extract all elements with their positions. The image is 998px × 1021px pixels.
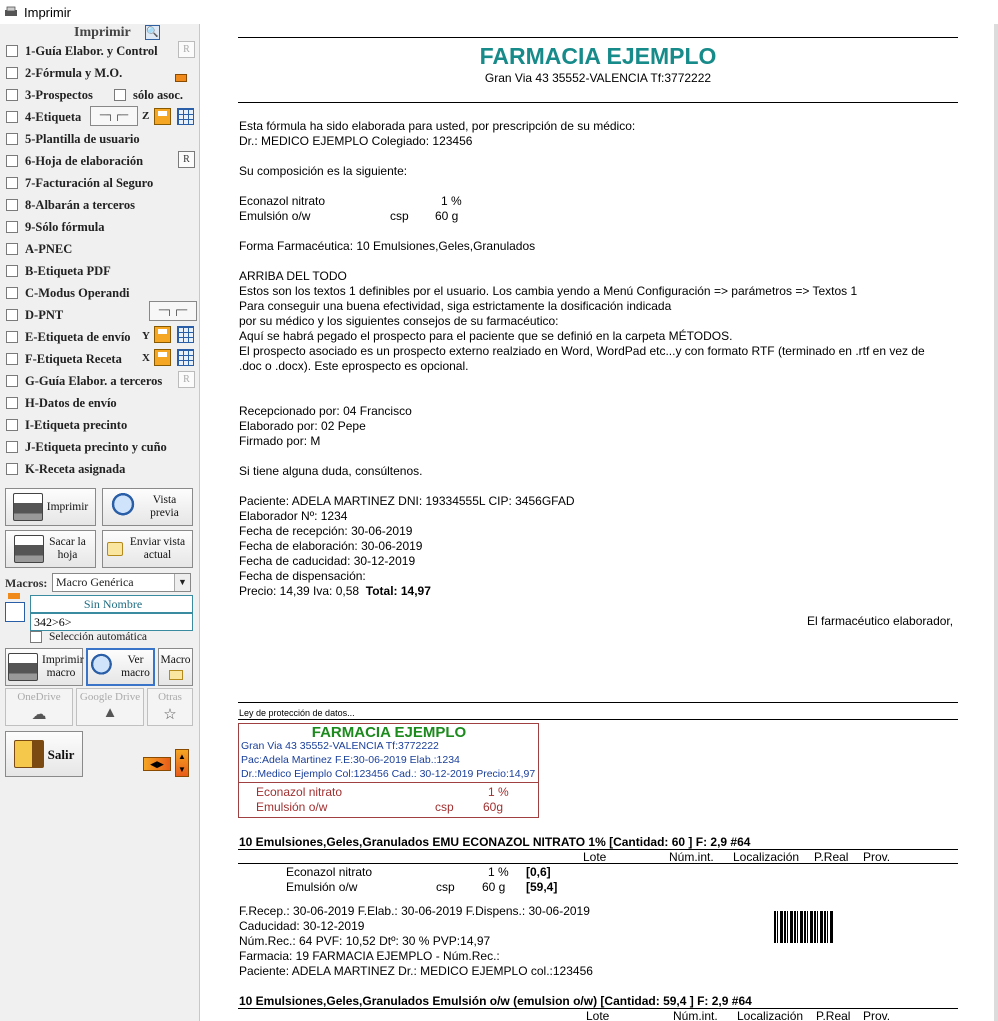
precio: Precio: 14,39 Iva: 0,58 (239, 584, 360, 598)
fecha-caducidad: Fecha de caducidad: 30-12-2019 (239, 554, 416, 568)
macros-select-value: Macro Genérica (56, 575, 134, 589)
checkbox[interactable] (6, 221, 18, 233)
option-8[interactable] (6, 195, 135, 215)
ingredient-2-name: Emulsión o/w (239, 209, 311, 223)
col-num-int: Núm.int. (669, 850, 714, 864)
ingredient-1-name: Econazol nitrato (239, 194, 326, 208)
option-label: F-Etiqueta Receta (25, 351, 122, 366)
button-label: Vista previa (150, 494, 179, 519)
col-preal: P.Real (814, 850, 849, 864)
option-label: G-Guía Elabor. a terceros (25, 373, 163, 388)
total: Total: 14,97 (365, 584, 431, 598)
checkbox[interactable] (6, 155, 18, 167)
firmado: Firmado por: M (239, 434, 321, 448)
option-label: B-Etiqueta PDF (25, 263, 111, 278)
user-text-line: ARRIBA DEL TODO (239, 269, 347, 283)
row-2-value: [59,4] (526, 880, 558, 894)
option-i[interactable] (6, 415, 127, 435)
option-label: 7-Facturación al Seguro (25, 175, 154, 190)
user-text-line: Para conseguir una buena efectividad, siga estrictamente la dosificación indicada (239, 299, 672, 313)
button-label: Enviar vista actual (129, 536, 186, 561)
user-text-line: .doc o .docx). Este eprospecto es opcional. (239, 359, 469, 373)
macro-button[interactable] (158, 648, 193, 686)
divider (238, 102, 958, 103)
divider (238, 702, 958, 703)
pharmacy-address: Gran Via 43 35552-VALENCIA Tf:3772222 (484, 71, 712, 85)
firma: El farmacéutico elaborador, (807, 614, 954, 628)
checkbox[interactable] (6, 287, 18, 299)
button-label: Ver macro (121, 654, 150, 679)
user-text-line: El prospecto asociado es un prospecto externo realziado en Word, WordPad etc...y con formato RTF (terminado en .rtf en vez de (239, 344, 925, 358)
option-label: 8-Albarán a terceros (25, 197, 135, 212)
elaborado: Elaborado por: 02 Pepe (239, 419, 366, 433)
checkbox[interactable] (6, 89, 18, 101)
option-d[interactable] (6, 305, 63, 325)
composition-title: Su composición es la siguiente: (239, 164, 408, 178)
row-1-value: [0,6] (526, 865, 551, 879)
divider (238, 863, 958, 864)
elaborador: Elaborador Nº: 1234 (239, 509, 348, 523)
macros-label: Macros: (5, 576, 48, 590)
y-label: Y (142, 330, 150, 342)
section-2-header: 10 Emulsiones,Geles,Granulados Emulsión o/w (emulsion o/w) [Cantidad: 59,4 ] F: 2,9 #64 (239, 994, 752, 1008)
checkbox[interactable] (6, 463, 18, 475)
ingredient-2-csp: csp (390, 209, 409, 223)
option-j[interactable] (6, 437, 167, 457)
intro-line-1: Esta fórmula ha sido elaborada para usted, por prescripción de su médico: (239, 119, 636, 133)
label-line-3: Dr.:Medico Ejemplo Col:123456 Cad.: 30-12-2019 Precio:14,97 (241, 768, 536, 780)
option-label: K-Receta asignada (25, 461, 126, 476)
fecha-dispensacion: Fecha de dispensación: (239, 569, 366, 583)
otras-button[interactable] (147, 688, 193, 726)
checkbox[interactable] (114, 89, 126, 101)
printer-icon (13, 493, 43, 521)
save-icon[interactable] (154, 108, 171, 125)
section-1-paciente: Paciente: ADELA MARTINEZ Dr.: MEDICO EJEMPLO col.:123456 (239, 964, 593, 978)
seleccion-automatica[interactable] (30, 631, 147, 643)
option-label: 9-Sólo fórmula (25, 219, 105, 234)
option-1[interactable] (6, 41, 158, 61)
flag-icon[interactable] (175, 74, 187, 82)
option-label: 1-Guía Elabor. y Control (25, 43, 158, 58)
button-label: Otras (158, 691, 182, 703)
option-label: A-PNEC (25, 241, 73, 256)
row-1-qty: 1 % (488, 865, 509, 879)
r-button-1[interactable]: R (178, 41, 195, 58)
col-localizacion: Localización (733, 850, 800, 864)
button-label: Macro (160, 654, 191, 666)
button-label: Imprimir macro (42, 654, 84, 679)
checkbox[interactable] (6, 331, 18, 343)
envelope-icon (107, 542, 123, 556)
app-icon (4, 6, 18, 18)
option-f[interactable] (6, 349, 122, 369)
option-label: C-Modus Operandi (25, 285, 130, 300)
window-title: Imprimir (24, 4, 71, 20)
salir-button[interactable] (5, 731, 83, 777)
divider (239, 782, 538, 783)
star-icon: ☆ (163, 707, 177, 723)
label-ingredient-2-csp: csp (435, 800, 454, 814)
paciente: Paciente: ADELA MARTINEZ DNI: 19334555L CIP: 3456GFAD (239, 494, 575, 508)
solo-asoc-option[interactable] (114, 85, 183, 105)
vista-previa-button[interactable] (102, 488, 193, 526)
option-e[interactable] (6, 327, 131, 347)
checkbox[interactable] (6, 133, 18, 145)
left-right-arrows-icon[interactable]: ◀▶ (143, 757, 171, 771)
row-2-csp: csp (436, 880, 455, 894)
divider (238, 37, 958, 38)
fecha-recepcion: Fecha de recepción: 30-06-2019 (239, 524, 413, 538)
option-3[interactable] (6, 85, 93, 105)
col-num-int: Núm.int. (673, 1009, 718, 1021)
option-c[interactable] (6, 283, 130, 303)
r-button-6[interactable]: R (178, 151, 195, 168)
user-text-line: por su médico y los siguientes consejos de su farmacéutico: (239, 314, 559, 328)
cloud-icon: ☁ (31, 707, 47, 723)
section-1-fechas: F.Recep.: 30-06-2019 F.Elab.: 30-06-2019 F.Dispens.: 30-06-2019 (239, 904, 590, 918)
grid-icon[interactable] (177, 349, 194, 366)
printer-icon (14, 535, 44, 563)
option-h[interactable] (6, 393, 117, 413)
col-lote: Lote (583, 850, 607, 864)
button-label: Salir (47, 746, 75, 762)
ingredient-2-qty: 60 g (435, 209, 459, 223)
seleccion-auto-label: Selección automática (49, 631, 148, 643)
x-label: X (142, 352, 150, 364)
exit-door-icon (14, 740, 44, 768)
label-line-2: Pac:Adela Martinez F.E:30-06-2019 Elab.:1234 (241, 754, 460, 766)
checkbox[interactable] (6, 199, 18, 211)
macro-name-field[interactable]: Sin Nombre (30, 595, 193, 613)
duda: Si tiene alguna duda, consúltenos. (239, 464, 423, 478)
row-1-name: Econazol nitrato (286, 865, 373, 879)
sacar-hoja-button[interactable] (5, 530, 96, 568)
option-label: 5-Plantilla de usuario (25, 131, 140, 146)
checkbox[interactable] (6, 177, 18, 189)
option-label: D-PNT (25, 307, 64, 322)
row-2-name: Emulsión o/w (286, 880, 358, 894)
checkbox[interactable] (30, 631, 42, 643)
ruler-icon[interactable]: ─┐┌─ (90, 106, 138, 126)
recepcionado: Recepcionado por: 04 Francisco (239, 404, 412, 418)
col-prov: Prov. (863, 850, 891, 864)
checkbox[interactable] (6, 397, 18, 409)
button-label: Sacar la hoja (49, 536, 86, 561)
checkbox[interactable] (6, 441, 18, 453)
checkbox[interactable] (6, 243, 18, 255)
checkbox[interactable] (6, 309, 18, 321)
option-label: J-Etiqueta precinto y cuño (25, 439, 167, 454)
col-preal: P.Real (816, 1009, 851, 1021)
option-label: 3-Prospectos (25, 87, 93, 102)
section-1-numrec: Núm.Rec.: 64 PVF: 10,52 Dtº: 30 % PVP:14,97 (239, 934, 491, 948)
section-1-caducidad: Caducidad: 30-12-2019 (239, 919, 365, 933)
magnifier-icon (91, 653, 117, 681)
imprimir-button[interactable] (5, 488, 96, 526)
scrollbar[interactable] (994, 24, 998, 1021)
printer-icon (8, 653, 38, 681)
option-9[interactable] (6, 217, 105, 237)
envelope-icon (169, 670, 183, 680)
option-k[interactable] (6, 459, 125, 479)
checkbox[interactable] (6, 353, 18, 365)
checkbox[interactable] (6, 375, 18, 387)
option-label: E-Etiqueta de envío (25, 329, 131, 344)
label-title: FARMACIA EJEMPLO (311, 724, 467, 741)
intro-line-2: Dr.: MEDICO EJEMPLO Colegiado: 123456 (239, 134, 473, 148)
checkbox[interactable] (6, 111, 18, 123)
ingredient-1-qty: 1 % (441, 194, 462, 208)
macros-select[interactable] (52, 573, 191, 592)
solo-asoc-label: sólo asoc. (133, 87, 183, 102)
barcode (774, 911, 834, 943)
window-titlebar (0, 0, 998, 24)
option-b[interactable] (6, 261, 111, 281)
z-label: Z (142, 110, 150, 122)
chevron-down-icon[interactable]: ▼ (174, 574, 190, 591)
checkbox[interactable] (6, 67, 18, 79)
save-icon[interactable] (154, 349, 171, 366)
divider (238, 719, 958, 720)
save-icon[interactable] (154, 326, 171, 343)
panel-heading: Imprimir (74, 25, 131, 40)
option-label: 2-Fórmula y M.O. (25, 65, 123, 80)
col-lote: Lote (586, 1009, 610, 1021)
ruler-icon[interactable]: ─┐┌─ (149, 301, 197, 321)
label-preview (238, 723, 539, 818)
option-label: 4-Etiqueta (25, 109, 82, 124)
col-prov: Prov. (863, 1009, 891, 1021)
up-down-arrows-icon[interactable]: ▲ ▼ (175, 749, 189, 777)
col-localizacion: Localización (737, 1009, 804, 1021)
print-options-panel (0, 24, 200, 1021)
grid-icon[interactable] (177, 108, 194, 125)
label-ingredient-1-qty: 1 % (488, 785, 509, 799)
label-line-1: Gran Via 43 35552-VALENCIA Tf:3772222 (241, 740, 439, 752)
option-label: H-Datos de envío (25, 395, 117, 410)
flag-icon (8, 593, 20, 599)
edit-icon[interactable] (5, 602, 25, 622)
pharmacy-name: FARMACIA EJEMPLO (479, 43, 717, 69)
row-2-qty: 60 g (482, 880, 506, 894)
print-preview (201, 24, 998, 1021)
checkbox[interactable] (6, 45, 18, 57)
onedrive-button[interactable] (5, 688, 73, 726)
checkbox[interactable] (6, 419, 18, 431)
option-4[interactable] (6, 107, 81, 127)
preview-search-icon[interactable]: 🔍 (146, 27, 159, 38)
section-1-header: 10 Emulsiones,Geles,Granulados EMU ECONAZOL NITRATO 1% [Cantidad: 60 ] F: 2,9 #64 (239, 835, 751, 849)
label-ingredient-1: Econazol nitrato (256, 785, 343, 799)
label-ingredient-2: Emulsión o/w (256, 800, 328, 814)
button-label: Google Drive (79, 691, 141, 703)
r-button-g[interactable]: R (178, 371, 195, 388)
user-text-line: Estos son los textos 1 definibles por el usuario. Los cambia yendo a Menú Configuración => parámetros => Textos 1 (239, 284, 858, 298)
enviar-vista-button[interactable] (102, 530, 193, 568)
option-7[interactable] (6, 173, 153, 193)
section-1-farmacia: Farmacia: 19 FARMACIA EJEMPLO - Núm.Rec.: (239, 949, 500, 963)
option-6[interactable] (6, 151, 143, 171)
fecha-elaboracion: Fecha de elaboración: 30-06-2019 (239, 539, 423, 553)
option-a[interactable] (6, 239, 72, 259)
precio-line (239, 584, 431, 599)
option-label: I-Etiqueta precinto (25, 417, 128, 432)
option-g[interactable] (6, 371, 162, 391)
ver-macro-button[interactable] (86, 648, 155, 686)
macro-code-field[interactable]: 342>6> (30, 613, 193, 631)
grid-icon[interactable] (177, 326, 194, 343)
option-5[interactable] (6, 129, 140, 149)
label-ingredient-2-qty: 60g (483, 800, 504, 814)
option-label: 6-Hoja de elaboración (25, 153, 144, 168)
google-drive-button[interactable] (76, 688, 144, 726)
forma-farmaceutica: Forma Farmacéutica: 10 Emulsiones,Geles,Granulados (239, 239, 536, 253)
button-label: OneDrive (17, 691, 61, 703)
magnifier-icon (111, 493, 141, 521)
user-text-line: Aquí se habrá pegado el prospecto para el paciente que se definió en la carpeta MÉTODOS. (239, 329, 733, 343)
drive-icon: ▲ (102, 705, 118, 721)
option-2[interactable] (6, 63, 122, 83)
button-label: Imprimir (46, 500, 89, 513)
ley-proteccion: Ley de protección de datos... (239, 708, 355, 718)
imprimir-macro-button[interactable] (5, 648, 83, 686)
checkbox[interactable] (6, 265, 18, 277)
